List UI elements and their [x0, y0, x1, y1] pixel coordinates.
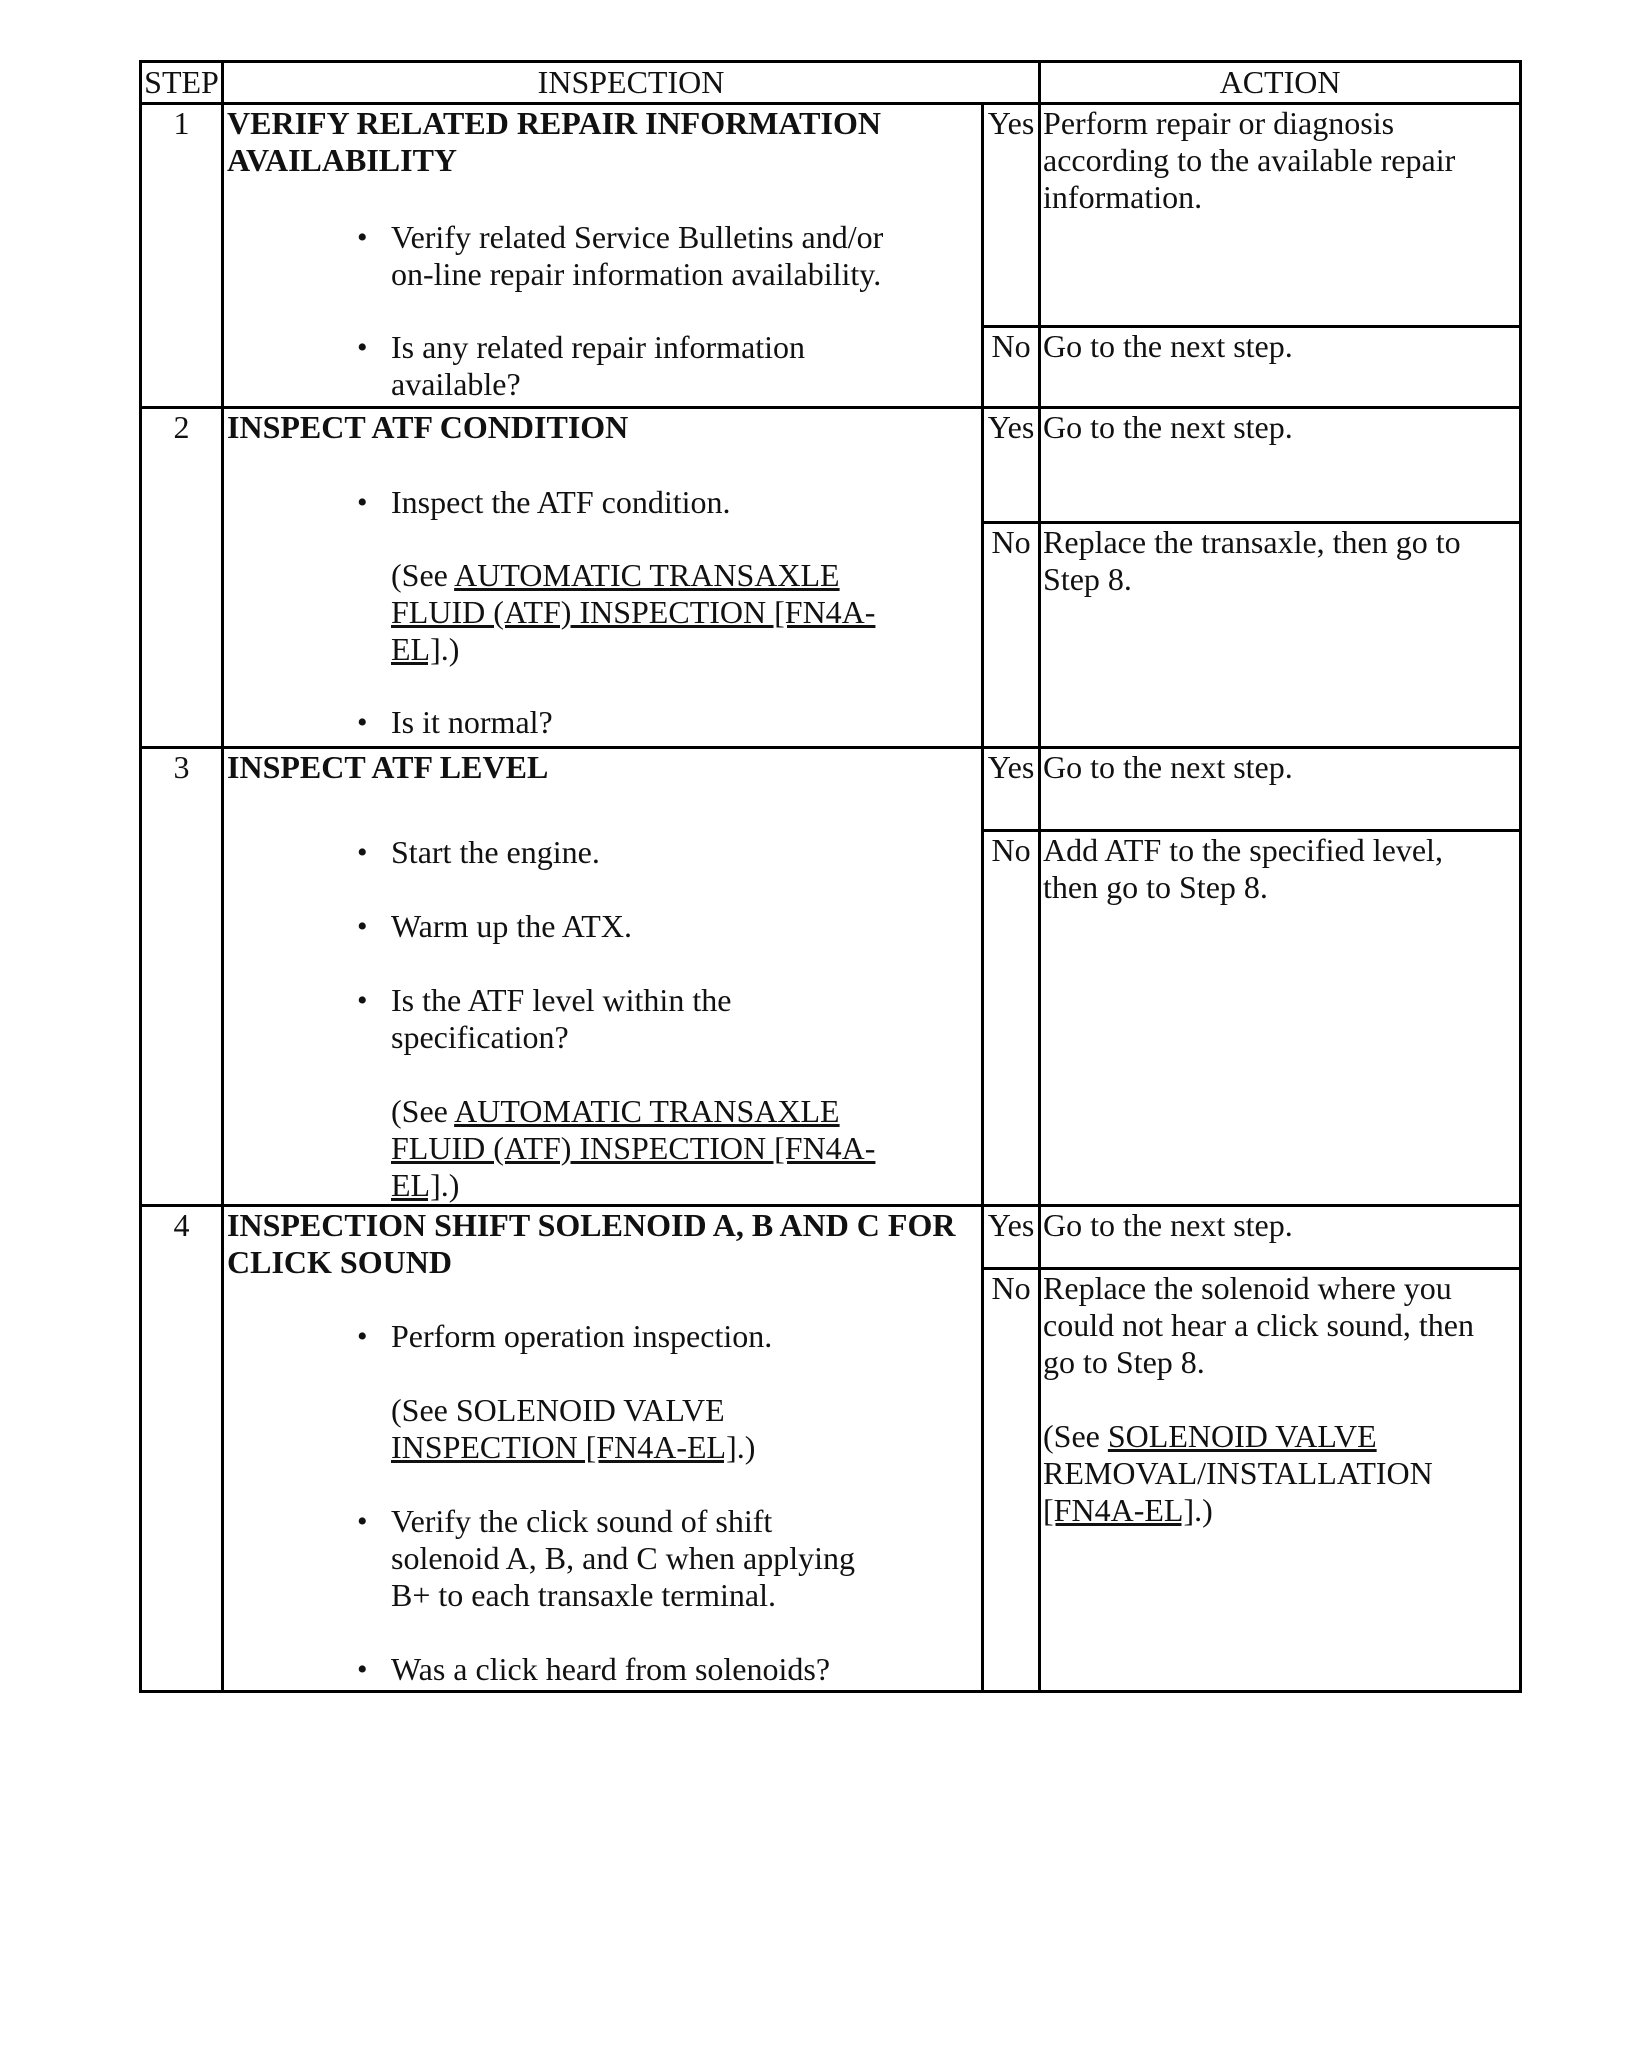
- ref-link[interactable]: AUTOMATIC TRANSAXLE: [454, 1093, 840, 1129]
- bullet-item: [357, 908, 981, 945]
- no-label: No: [983, 327, 1040, 408]
- yes-label: Yes: [983, 408, 1040, 523]
- action-line: Go to the next step.: [1043, 749, 1293, 785]
- ref-link[interactable]: SOLENOID VALVE: [1107, 1418, 1377, 1454]
- ref-link[interactable]: FLUID (ATF) INSPECTION [FN4A-: [391, 1130, 876, 1166]
- no-action: [1040, 1269, 1521, 1692]
- bullet-item: [357, 329, 981, 403]
- action-line: Replace the transaxle, then go to: [1043, 524, 1461, 560]
- no-label: No: [983, 523, 1040, 748]
- bullet-item: [357, 1651, 981, 1688]
- bullet-line: • Is it normal?: [391, 704, 553, 740]
- ref-link[interactable]: EL]: [391, 631, 441, 667]
- bullet-item: [357, 982, 981, 1056]
- no-action: [1040, 327, 1521, 408]
- bullet-item: [357, 1318, 981, 1355]
- reference: [227, 557, 981, 668]
- diagnostic-table: [139, 60, 1522, 1693]
- ref-prefix: (See: [391, 1093, 455, 1129]
- step-title: INSPECT ATF LEVEL: [227, 749, 549, 785]
- bullet-line: • Was a click heard from solenoids?: [391, 1651, 831, 1687]
- bullet-item: [357, 219, 981, 293]
- reference: [227, 1392, 981, 1466]
- ref-link[interactable]: INSPECTION [FN4A-EL]: [391, 1429, 737, 1465]
- ref-link[interactable]: [FN4A-EL]: [1043, 1492, 1195, 1528]
- no-label: No: [983, 1269, 1040, 1692]
- bullet-line: • Verify the click sound of shift: [391, 1503, 773, 1539]
- action-line: Add ATF to the specified level,: [1043, 832, 1443, 869]
- ref-prefix: (See: [391, 557, 455, 593]
- step-number: 1: [141, 104, 223, 408]
- bullet-line: • Perform operation inspection.: [391, 1318, 773, 1354]
- header-action: ACTION: [1040, 62, 1521, 104]
- step-number: 3: [141, 748, 223, 1206]
- document-page: [139, 60, 1519, 1693]
- step-2-yes-row: [141, 408, 1521, 523]
- step-title: VERIFY RELATED REPAIR INFORMATION: [227, 105, 881, 141]
- yes-action: [1040, 748, 1521, 831]
- action-line: Go to the next step.: [1043, 328, 1293, 364]
- yes-action: [1040, 408, 1521, 523]
- reference: [227, 1093, 981, 1204]
- step-1-yes-row: [141, 104, 1521, 327]
- reference: [1043, 1418, 1519, 1529]
- inspection-cell: [223, 1206, 983, 1692]
- ref-link[interactable]: EL]: [391, 1167, 441, 1203]
- step-title: INSPECT ATF CONDITION: [227, 409, 629, 445]
- bullet-line: specification?: [391, 1019, 569, 1055]
- inspection-cell: [223, 408, 983, 748]
- yes-label: Yes: [983, 104, 1040, 327]
- no-action: [1040, 523, 1521, 748]
- action-line: according to the available repair: [1043, 142, 1456, 178]
- no-label: No: [983, 831, 1040, 1206]
- action-line: Replace the solenoid where you: [1043, 1270, 1452, 1306]
- yes-label: Yes: [983, 748, 1040, 831]
- ref-link[interactable]: AUTOMATIC TRANSAXLE: [454, 557, 840, 593]
- inspection-cell: [223, 104, 983, 408]
- bullet-line: • Is the ATF level within the: [391, 982, 732, 1018]
- action-line: go to Step 8.: [1043, 1344, 1205, 1380]
- bullet-line: • Start the engine.: [391, 834, 600, 870]
- no-action: [1040, 831, 1521, 1206]
- ref-suffix: .): [1194, 1492, 1213, 1528]
- bullet-item: [357, 1503, 981, 1614]
- action-line: information.: [1043, 179, 1203, 215]
- step-title: INSPECTION SHIFT SOLENOID A, B AND C FOR: [227, 1207, 956, 1243]
- step-number: 2: [141, 408, 223, 748]
- header-inspection: INSPECTION: [223, 62, 1040, 104]
- step-3-yes-row: [141, 748, 1521, 831]
- bullet-line: on-line repair information availability.: [391, 256, 882, 292]
- ref-suffix: .): [440, 631, 460, 667]
- bullet-line: available?: [391, 366, 521, 402]
- ref-suffix: .): [440, 1167, 460, 1203]
- header-step: STEP: [141, 62, 223, 104]
- step-number: 4: [141, 1206, 223, 1692]
- ref-prefix: (See SOLENOID VALVE: [391, 1392, 725, 1428]
- step-title-cont: AVAILABILITY: [227, 142, 458, 178]
- bullet-item: [357, 484, 981, 521]
- bullet-line: • Is any related repair information: [391, 329, 806, 365]
- bullet-line: • Inspect the ATF condition.: [391, 484, 731, 520]
- bullet-line: • Warm up the ATX.: [391, 908, 632, 944]
- ref-link[interactable]: FLUID (ATF) INSPECTION [FN4A-: [391, 594, 876, 630]
- bullet-line: • Verify related Service Bulletins and/or: [391, 219, 884, 255]
- yes-label: Yes: [983, 1206, 1040, 1269]
- ref-text: REMOVAL/INSTALLATION: [1043, 1455, 1433, 1491]
- ref-suffix: .): [736, 1429, 756, 1465]
- step-title-cont: CLICK SOUND: [227, 1244, 452, 1280]
- action-line: Step 8.: [1043, 561, 1132, 597]
- bullet-item: [357, 704, 981, 741]
- step-4-yes-row: [141, 1206, 1521, 1269]
- bullet-item: [357, 834, 981, 871]
- bullet-line: solenoid A, B, and C when applying: [391, 1540, 855, 1576]
- inspection-cell: [223, 748, 983, 1206]
- ref-prefix: (See: [1043, 1418, 1108, 1454]
- table-header-row: [141, 62, 1521, 104]
- action-line: Go to the next step.: [1043, 409, 1293, 445]
- yes-action: [1040, 1206, 1521, 1269]
- action-line: Go to the next step.: [1043, 1207, 1293, 1243]
- action-line: then go to Step 8.: [1043, 869, 1268, 906]
- action-line: could not hear a click sound, then: [1043, 1307, 1474, 1343]
- bullet-line: B+ to each transaxle terminal.: [391, 1577, 777, 1613]
- yes-action: [1040, 104, 1521, 327]
- action-line: Perform repair or diagnosis: [1043, 105, 1395, 141]
